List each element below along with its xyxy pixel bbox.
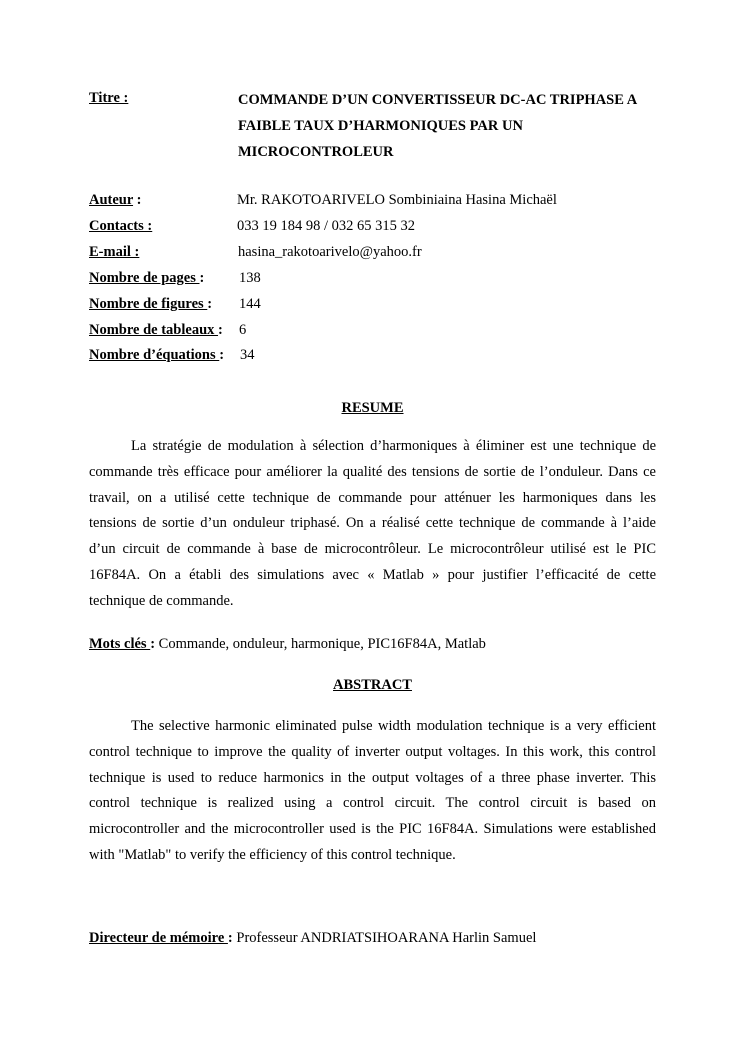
title-label: Titre : (89, 90, 129, 106)
paragraph-line: technique de commande. (89, 592, 234, 609)
keywords-value: Commande, onduleur, harmonique, PIC16F84A, Matlab (155, 636, 486, 652)
author-value: Mr. RAKOTOARIVELO Sombiniaina Hasina Michaël (237, 192, 557, 208)
abstract-heading: ABSTRACT (333, 677, 412, 693)
paragraph-line: microcontroller and the microcontroller used is the PIC 16F84A. Simulations were established (89, 821, 656, 838)
paragraph-line: control technique to improve the quality of inverter output voltages. In this work, this control (89, 743, 656, 760)
title-line: COMMANDE D’UN CONVERTISSEUR DC-AC TRIPHASE A (238, 92, 638, 108)
keywords-row: Mots clés : Commande, onduleur, harmonique, PIC16F84A, Matlab (89, 636, 486, 652)
paragraph-line: La stratégie de modulation à sélection d’harmoniques à éliminer est une technique de (131, 438, 656, 454)
email-value: hasina_rakotoarivelo@yahoo.fr (238, 244, 422, 260)
document-title (238, 87, 668, 165)
paragraph-line: The selective harmonic eliminated pulse width modulation technique is a very efficient (131, 718, 656, 734)
abstract-paragraph (89, 714, 656, 869)
director-label: Directeur de mémoire (89, 930, 228, 946)
paragraph-line: with "Matlab" to verify the efficiency of this control technique. (89, 846, 456, 863)
meta-label: Contacts : (89, 218, 153, 234)
keywords-label: Mots clés (89, 636, 151, 652)
paragraph-line: technique is used to reduce harmonics in the output voltages of a three phase inverter. This (89, 769, 656, 786)
equations-value: 34 (240, 347, 255, 363)
tables-value: 6 (239, 322, 247, 338)
document-page: Titre : COMMANDE D’UN CONVERTISSEUR DC-AC TRIPHASE A FAIBLE TAUX D’HARMONIQUES PAR UN MICROCONTROLEUR Auteur : Mr. RAKOTOARIVELO Sombiniaina Hasina Michaël Contacts : 033 19 184 98 / 032 65 315 32 E-mail : hasina_rakotoarivelo@yahoo.fr Nombre de pages : 138 Nombre de figures : 144 Nombre de tableaux : 6 Nombre d’équations : 34 RESUME La stratégie de modulation à sélection d’harmoniques à éliminer est une technique de commande très efficace pour améliorer la qualité des tensions de sortie de l’onduleur. Dans ce travail, on a utilisé cette technique de commande pour atténuer les harmoniques dans les tensions de sortie d’un onduleur triphasé. On a réalisé cette technique de commande à l’aide d’un circuit de commande à base de microcontrôleur. Le microcontrôleur utilisé est le PIC 16F84A. On a établi des simulations avec « Matlab » pour justifier l’efficacité de cette technique de commande. Mots clés : Commande, onduleur, harmonique, PIC16F84A, Matlab ABSTRACT The selective harmonic eliminated pulse width modulation technique is a very efficient control technique to improve the quality of inverter output voltages. In this work, this control technique is used to reduce harmonics in the output voltages of a three phase inverter. This control technique is realized using a control circuit. The control circuit is based on microcontroller and the microcontroller used is the PIC 16F84A. Simulations were established with "Matlab" to verify the efficiency of this control technique. Directeur de mémoire : Professeur ANDRIATSIHOARANA Harlin Samuel (0, 0, 745, 1053)
meta-label: Auteur (89, 192, 134, 208)
director-value: Professeur ANDRIATSIHOARANA Harlin Samuel (232, 930, 537, 946)
resume-paragraph (89, 434, 656, 615)
paragraph-line: 16F84A. On a établi des simulations avec « Matlab » pour justifier l’efficacité de cette (89, 566, 656, 583)
meta-label: Nombre de figures (89, 296, 208, 312)
pages-value: 138 (239, 270, 261, 286)
figures-value: 144 (239, 296, 261, 312)
meta-label: Nombre de tableaux (89, 322, 219, 338)
meta-label: Nombre de pages (89, 270, 200, 286)
paragraph-line: commande très efficace pour améliorer la qualité des tensions de sortie de l’onduleur. Dans ce (89, 463, 656, 480)
paragraph-line: travail, on a utilisé cette technique de commande pour atténuer les harmoniques dans les (89, 489, 656, 506)
paragraph-line: tensions de sortie d’un onduleur triphasé. On a réalisé cette technique de commande à l’aide (89, 515, 656, 532)
paragraph-line: control technique is realized using a control circuit. The control circuit is based on (89, 795, 656, 812)
title-line: MICROCONTROLEUR (238, 144, 394, 160)
director-row: Directeur de mémoire : Professeur ANDRIATSIHOARANA Harlin Samuel (89, 930, 537, 946)
resume-heading: RESUME (341, 400, 404, 416)
title-line: FAIBLE TAUX D’HARMONIQUES PAR UN (238, 118, 523, 134)
meta-label: E-mail : (89, 244, 140, 260)
paragraph-line: d’un circuit de commande à base de microcontrôleur. Le microcontrôleur utilisé est le PIC (89, 541, 656, 558)
contacts-value: 033 19 184 98 / 032 65 315 32 (237, 218, 416, 234)
meta-label: Nombre d’équations (89, 347, 220, 363)
